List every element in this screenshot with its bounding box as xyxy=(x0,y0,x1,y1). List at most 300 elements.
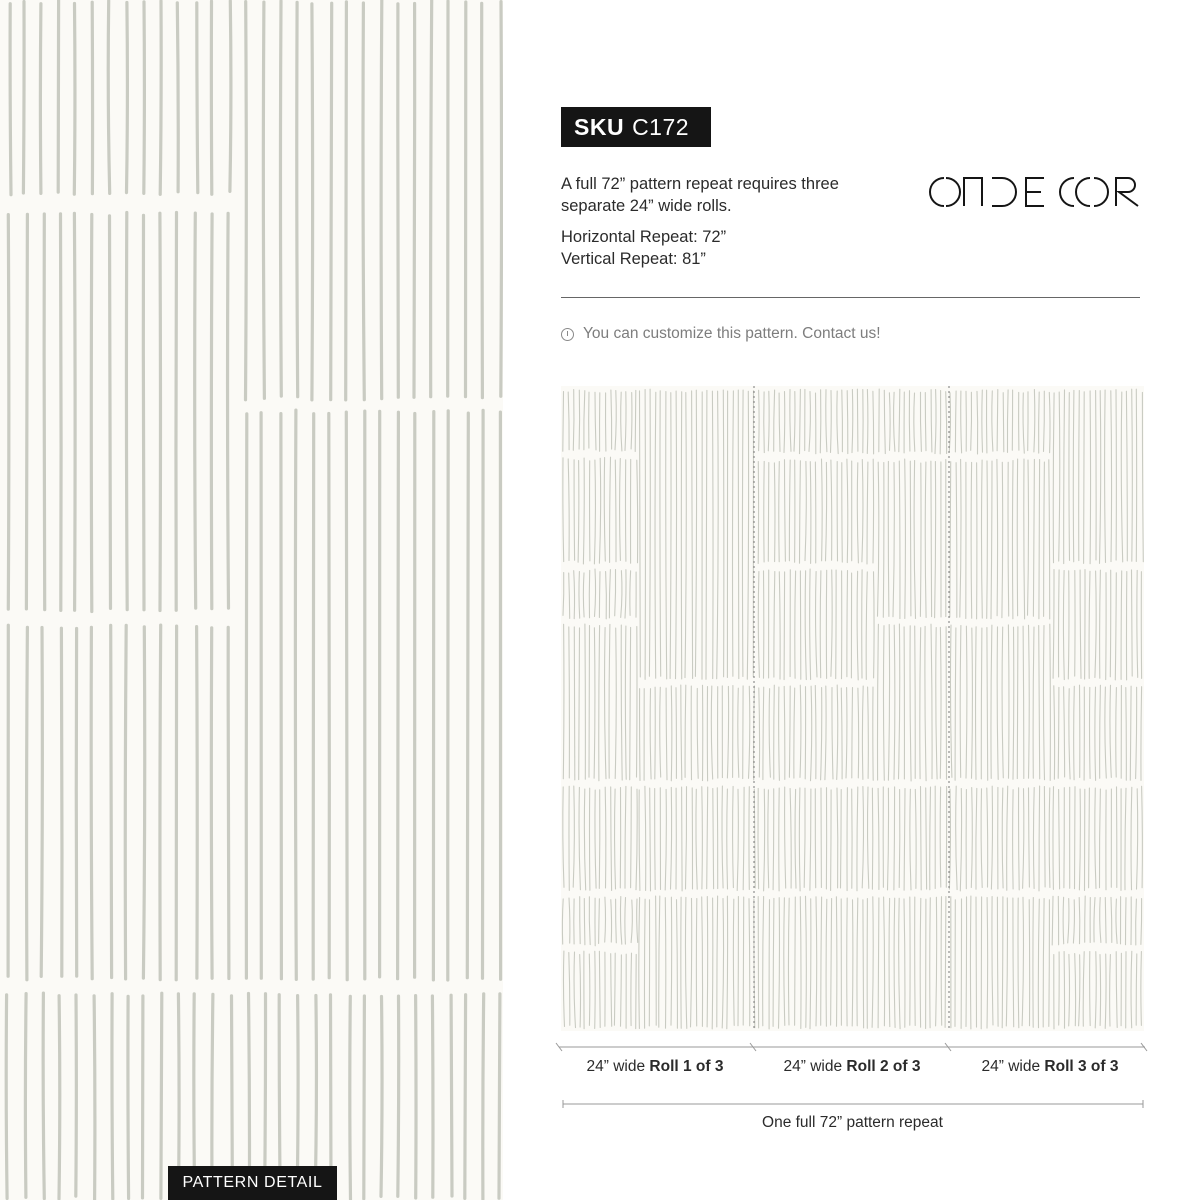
pattern-stripe xyxy=(831,899,832,1026)
pattern-stripe xyxy=(946,392,947,454)
pattern-stripe xyxy=(686,787,687,889)
pattern-stripe xyxy=(1068,571,1069,679)
pattern-stripe xyxy=(451,995,452,1196)
pattern-stripe xyxy=(261,413,262,979)
pattern-stripe xyxy=(733,786,734,887)
pattern-stripe xyxy=(397,412,398,979)
pattern-stripe xyxy=(1006,898,1007,1026)
pattern-stripe xyxy=(280,1,281,396)
pattern-stripe xyxy=(630,571,631,616)
pattern-stripe xyxy=(754,789,755,888)
sku-key: SKU xyxy=(574,113,625,140)
pattern-stripe xyxy=(1049,900,1050,1027)
pattern-stripe xyxy=(889,393,890,451)
pattern-stripe xyxy=(920,628,921,779)
pattern-stripe xyxy=(706,390,707,679)
pattern-stripe xyxy=(578,461,579,563)
pattern-stripe xyxy=(580,955,581,1028)
roll-2-label: 24” wide Roll 2 of 3 xyxy=(783,1058,921,1075)
pattern-stripe xyxy=(692,391,693,679)
pattern-stripe xyxy=(936,628,937,780)
pattern-stripe xyxy=(1043,899,1044,1027)
pattern-stripe xyxy=(1079,391,1080,561)
pattern-stripe xyxy=(910,626,911,781)
pattern-stripe xyxy=(666,392,667,679)
customize-note-text: You can customize this pattern. Contact us! xyxy=(583,325,881,342)
pattern-stripe xyxy=(161,993,162,1198)
pattern-stripe xyxy=(611,954,612,1027)
pattern-stripe xyxy=(800,461,801,563)
pattern-stripe xyxy=(738,688,739,777)
pattern-stripe xyxy=(595,790,596,888)
pattern-stripe xyxy=(894,625,895,779)
pattern-stripe xyxy=(660,687,661,777)
pattern-stripe xyxy=(873,459,874,563)
pattern-stripe xyxy=(841,790,842,888)
pattern-stripe xyxy=(91,627,92,978)
pattern-stripe xyxy=(733,899,734,1025)
pattern-stripe xyxy=(640,391,641,677)
pattern-stripe xyxy=(837,685,838,779)
pattern-stripe xyxy=(610,457,611,562)
pattern-stripe xyxy=(125,625,126,979)
pattern-stripe xyxy=(1105,898,1106,943)
pattern-stripe xyxy=(579,572,580,619)
pattern-stripe xyxy=(768,391,769,451)
dimension-lines xyxy=(555,1040,1150,1120)
pattern-stripe xyxy=(1094,898,1095,943)
pattern-stripe xyxy=(432,996,433,1197)
pattern-stripe xyxy=(246,2,247,400)
pattern-stripe xyxy=(852,390,853,453)
pattern-stripe xyxy=(595,569,596,616)
pattern-stripe xyxy=(1095,788,1096,889)
pattern-stripe xyxy=(1019,788,1020,890)
roll-1-label: 24” wide Roll 1 of 3 xyxy=(586,1058,724,1075)
pattern-stripe xyxy=(616,899,617,943)
pattern-stripe xyxy=(363,3,364,400)
pattern-stripe xyxy=(888,625,889,781)
pattern-stripe xyxy=(826,899,827,1026)
pattern-stripe xyxy=(501,2,502,397)
pattern-stripe xyxy=(312,4,313,400)
pattern-stripe xyxy=(685,685,686,777)
pattern-stripe xyxy=(915,789,916,888)
pattern-stripe xyxy=(611,390,612,449)
pattern-stripe xyxy=(910,461,911,616)
pattern-stripe xyxy=(59,996,60,1199)
pattern-stripe xyxy=(956,786,957,889)
pattern-stripe xyxy=(1136,687,1137,778)
pattern-stripe xyxy=(691,898,692,1027)
pattern-stripe xyxy=(1116,899,1117,943)
pattern-stripe xyxy=(1105,687,1106,778)
pattern-stripe xyxy=(195,213,196,608)
pattern-stripe xyxy=(847,459,848,562)
pattern-stripe xyxy=(831,391,832,453)
pattern-stripe xyxy=(671,686,672,781)
pattern-stripe xyxy=(574,460,575,561)
pattern-stripe xyxy=(1121,571,1122,680)
pattern-stripe xyxy=(23,2,24,194)
pattern-stripe xyxy=(774,463,775,562)
horizontal-repeat: Horizontal Repeat: 72” xyxy=(561,228,727,246)
pattern-stripe xyxy=(1013,898,1014,1027)
roll-3-label: 24” wide Roll 3 of 3 xyxy=(981,1058,1119,1075)
pattern-stripe xyxy=(987,898,988,1029)
ondecor-logo xyxy=(926,172,1140,212)
pattern-stripe xyxy=(794,688,795,778)
pattern-stripe xyxy=(722,899,723,1029)
pattern-stripe xyxy=(589,626,590,778)
pattern-stripe xyxy=(749,899,750,1026)
pattern-stripe xyxy=(971,462,972,618)
pattern-stripe xyxy=(899,624,900,779)
pattern-stripe xyxy=(826,462,827,560)
pattern-stripe xyxy=(263,2,264,398)
pattern-stripe xyxy=(785,787,786,888)
customize-note[interactable] xyxy=(561,325,881,343)
pattern-stripe xyxy=(1095,571,1096,677)
pattern-stripe xyxy=(61,214,62,611)
pattern-stripe xyxy=(1130,686,1131,780)
pattern-stripe xyxy=(920,898,921,1027)
pattern-stripe xyxy=(1079,898,1080,944)
pattern-stripe xyxy=(811,686,812,781)
pattern-stripe xyxy=(992,391,993,451)
pattern-stripe xyxy=(1017,627,1018,779)
pattern-stripe xyxy=(889,898,890,1026)
repeat-description: A full 72” pattern repeat requires three separate 24” wide rolls. xyxy=(561,175,839,215)
pattern-stripe xyxy=(465,995,466,1199)
pattern-stripe xyxy=(977,391,978,454)
pattern-stripe xyxy=(1069,954,1070,1026)
pattern-stripe xyxy=(563,458,564,562)
pattern-stripe xyxy=(868,787,869,888)
pattern-stripe xyxy=(795,789,796,888)
pattern-stripe xyxy=(584,899,585,945)
pattern-stripe xyxy=(1075,787,1076,889)
pattern-stripe xyxy=(784,572,785,680)
pattern-stripe xyxy=(331,3,332,399)
pattern-stripe xyxy=(809,392,810,452)
pattern-stripe xyxy=(784,898,785,1026)
pattern-stripe xyxy=(842,463,843,562)
pattern-stripe xyxy=(563,573,564,616)
pattern-stripe xyxy=(583,458,584,564)
pattern-stripe xyxy=(723,390,724,677)
pattern-stripe xyxy=(785,460,786,562)
pattern-stripe xyxy=(831,790,832,891)
pattern-stripe xyxy=(904,899,905,1027)
pattern-stripe xyxy=(650,689,651,779)
pattern-stripe xyxy=(790,789,791,889)
full-repeat-label: One full 72” pattern repeat xyxy=(762,1114,943,1131)
pattern-stripe xyxy=(666,688,667,780)
pattern-stripe xyxy=(10,4,11,195)
pattern-stripe xyxy=(1023,393,1024,453)
pattern-stripe xyxy=(888,461,889,616)
pattern-stripe xyxy=(904,789,905,891)
pattern-stripe xyxy=(414,4,415,398)
pattern-stripe xyxy=(779,462,780,562)
pattern-stripe xyxy=(712,391,713,678)
pattern-stripe xyxy=(573,390,574,451)
pattern-stripe xyxy=(671,897,672,1025)
pattern-stripe xyxy=(950,625,951,777)
pattern-stripe xyxy=(615,789,616,889)
pattern-stripe xyxy=(1099,789,1100,888)
pattern-stripe xyxy=(883,626,884,781)
pattern-stripe xyxy=(956,463,957,618)
pattern-stripe xyxy=(1059,790,1060,889)
pattern-stripe xyxy=(961,391,962,453)
pattern-stripe xyxy=(1073,900,1074,943)
pattern-stripe xyxy=(899,389,900,451)
pattern-stripe xyxy=(867,462,868,564)
pattern-stripe xyxy=(40,4,41,194)
pattern-stripe xyxy=(863,900,864,1028)
pattern-stripe xyxy=(795,571,796,678)
pattern-stripe xyxy=(1013,790,1014,889)
pattern-stripe xyxy=(1029,625,1030,778)
pattern-stripe xyxy=(160,1,161,194)
pattern-stripe xyxy=(1079,789,1080,890)
pattern-stripe xyxy=(660,391,661,676)
pattern-stripe xyxy=(569,573,570,618)
pattern-stripe xyxy=(955,628,956,780)
pattern-stripe xyxy=(764,392,765,453)
pattern-stripe xyxy=(143,215,144,609)
pattern-stripe xyxy=(794,392,795,452)
pattern-stripe xyxy=(915,897,916,1025)
pattern-stripe xyxy=(825,686,826,780)
pattern-stripe xyxy=(574,571,575,619)
pattern-stripe xyxy=(160,213,161,610)
pattern-stripe xyxy=(931,390,932,452)
pattern-stripe xyxy=(987,628,988,781)
pattern-stripe xyxy=(774,685,775,779)
pattern-stripe xyxy=(630,627,631,779)
pattern-stripe xyxy=(1039,460,1040,619)
pattern-stripe xyxy=(826,390,827,452)
pattern-stripe xyxy=(211,628,212,979)
pattern-stripe xyxy=(685,897,686,1028)
pattern-stripe xyxy=(1013,627,1014,779)
pattern-stripe xyxy=(862,686,863,779)
pattern-stripe xyxy=(846,688,847,778)
pattern-stripe xyxy=(1084,392,1085,564)
pattern-stripe xyxy=(144,2,145,194)
pattern-stripe xyxy=(563,951,564,1027)
pattern-stripe xyxy=(128,996,129,1198)
pattern-stripe xyxy=(872,897,873,1028)
pattern-stripe xyxy=(1111,897,1112,942)
pattern-stripe xyxy=(1069,393,1070,561)
pattern-stripe xyxy=(852,900,853,1026)
pattern-stripe xyxy=(779,572,780,679)
pattern-stripe xyxy=(685,393,686,678)
pattern-stripe xyxy=(831,460,832,560)
pattern-stripe xyxy=(1132,389,1133,561)
pattern-stripe xyxy=(707,787,708,889)
pattern-stripe xyxy=(930,787,931,890)
pattern-stripe xyxy=(562,899,563,944)
pattern-stripe xyxy=(228,213,229,608)
pattern-stripe xyxy=(949,789,950,889)
pattern-stripe xyxy=(925,393,926,451)
pattern-stripe xyxy=(230,1,231,192)
pattern-stripe xyxy=(636,954,637,1028)
pattern-stripe xyxy=(1090,952,1091,1026)
pattern-stripe xyxy=(1096,391,1097,560)
pattern-stripe xyxy=(909,391,910,451)
pattern-stripe xyxy=(749,686,750,778)
pattern-stripe xyxy=(712,898,713,1029)
pattern-stripe xyxy=(650,788,651,891)
pattern-stripe xyxy=(676,391,677,679)
pattern-stripe xyxy=(925,462,926,617)
pattern-stripe xyxy=(935,390,936,454)
pattern-stripe xyxy=(789,686,790,777)
pattern-stripe xyxy=(609,570,610,618)
pattern-stripe xyxy=(821,688,822,780)
pattern-stripe xyxy=(858,688,859,778)
pattern-stripe xyxy=(76,995,77,1196)
pattern-stripe xyxy=(656,896,657,1025)
pattern-stripe xyxy=(1058,687,1059,778)
pattern-stripe xyxy=(899,898,900,1028)
pattern-stripe xyxy=(837,391,838,454)
pattern-stripe xyxy=(1100,898,1101,943)
pattern-stripe xyxy=(795,897,796,1025)
pattern-stripe xyxy=(126,213,127,610)
pattern-stripe xyxy=(727,686,728,778)
pattern-stripe xyxy=(878,898,879,1028)
pattern-stripe xyxy=(789,460,790,561)
pattern-stripe xyxy=(631,953,632,1025)
pattern-stripe xyxy=(605,897,606,942)
pattern-stripe xyxy=(737,789,738,890)
pattern-stripe xyxy=(580,897,581,944)
pattern-stripe xyxy=(810,462,811,564)
pattern-stripe xyxy=(805,571,806,680)
pattern-stripe xyxy=(639,898,640,1029)
pattern-stripe xyxy=(857,389,858,451)
pattern-stripe xyxy=(599,572,600,618)
pattern-stripe xyxy=(945,897,946,1028)
pattern-stripe xyxy=(589,897,590,945)
pattern-stripe xyxy=(966,897,967,1027)
pattern-stripe xyxy=(41,628,42,977)
pattern-stripe xyxy=(997,897,998,1026)
pattern-stripe xyxy=(1111,391,1112,562)
pattern-stripe xyxy=(1110,685,1111,777)
pattern-stripe xyxy=(1064,390,1065,564)
pattern-stripe xyxy=(1142,786,1143,887)
pattern-stripe xyxy=(758,572,759,678)
pattern-stripe xyxy=(742,390,743,676)
pattern-stripe xyxy=(852,688,853,778)
pattern-stripe xyxy=(615,570,616,616)
pattern-stripe xyxy=(568,392,569,450)
pattern-stripe xyxy=(941,897,942,1025)
pattern-stripe xyxy=(1044,462,1045,616)
pattern-stripe xyxy=(981,789,982,888)
pattern-stripe xyxy=(936,897,937,1026)
pattern-stripe xyxy=(1116,688,1117,778)
pattern-stripe xyxy=(1044,787,1045,888)
pattern-stripe xyxy=(1033,788,1034,889)
pattern-stripe xyxy=(1054,686,1055,779)
pattern-stripe xyxy=(981,460,982,618)
pattern-stripe xyxy=(1022,897,1023,1025)
pattern-stripe xyxy=(935,462,936,618)
pattern-stripe xyxy=(763,897,764,1026)
pattern-stripe xyxy=(631,900,632,943)
pattern-stripe xyxy=(604,458,605,561)
pattern-stripe xyxy=(747,391,748,679)
pattern-stripe xyxy=(754,899,755,1028)
pattern-stripe xyxy=(1044,391,1045,451)
pattern-stripe xyxy=(940,627,941,778)
pattern-stripe xyxy=(1131,951,1132,1028)
pattern-stripe xyxy=(1008,625,1009,778)
pattern-stripe xyxy=(499,994,500,1198)
pattern-stripe xyxy=(1012,461,1013,619)
pattern-stripe xyxy=(981,628,982,779)
pattern-stripe xyxy=(810,899,811,1029)
pattern-stripe xyxy=(1095,952,1096,1028)
pattern-stripe xyxy=(707,897,708,1027)
pattern-stripe xyxy=(1059,392,1060,561)
pattern-stripe xyxy=(91,215,92,612)
pattern-stripe xyxy=(799,788,800,891)
pattern-stripe xyxy=(160,625,161,980)
pattern-stripe xyxy=(1095,687,1096,780)
pattern-stripe xyxy=(563,392,564,452)
pattern-stripe xyxy=(615,628,616,779)
pattern-stripe xyxy=(815,686,816,779)
pattern-stripe xyxy=(914,393,915,451)
pattern-stripe xyxy=(717,391,718,679)
pattern-stripe xyxy=(1089,788,1090,888)
pattern-stripe xyxy=(1003,393,1004,452)
pattern-stripe xyxy=(1075,954,1076,1026)
pattern-stripe xyxy=(857,571,858,680)
pattern-stripe xyxy=(971,392,972,450)
pattern-stripe xyxy=(878,624,879,780)
pattern-stripe xyxy=(605,787,606,888)
divider xyxy=(561,297,1140,298)
pattern-stripe xyxy=(773,789,774,890)
pattern-stripe xyxy=(893,463,894,617)
pattern-stripe xyxy=(1063,571,1064,680)
pattern-stripe xyxy=(1105,390,1106,563)
pattern-stripe xyxy=(768,790,769,888)
pattern-stripe xyxy=(246,414,247,978)
pattern-stripe xyxy=(1121,392,1122,562)
pattern-stripe xyxy=(884,897,885,1026)
info-icon xyxy=(561,328,574,341)
pattern-stripe xyxy=(1049,392,1050,452)
pattern-stripe xyxy=(621,955,622,1026)
pattern-stripe xyxy=(1137,789,1138,889)
pattern-stripe xyxy=(211,214,212,609)
pattern-stripe xyxy=(1024,459,1025,619)
pattern-stripe xyxy=(671,787,672,889)
pattern-stripe xyxy=(482,410,483,978)
